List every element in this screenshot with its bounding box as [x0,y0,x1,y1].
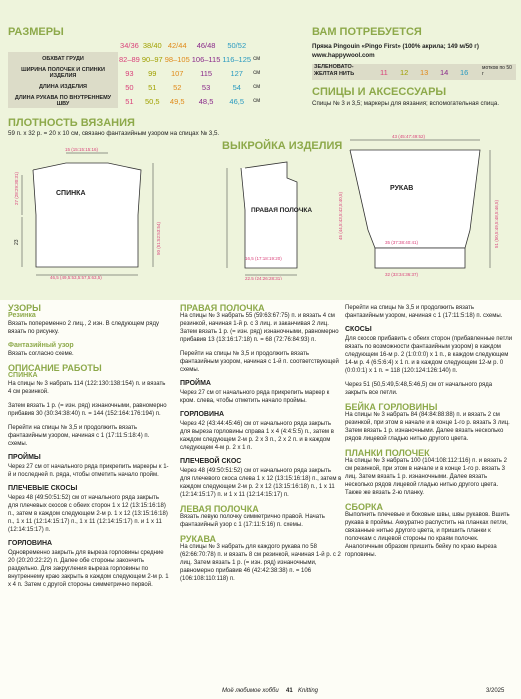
size-value: 93 [125,68,134,78]
sleeve-label: РУКАВ [390,185,414,192]
front-armhole-text: Через 27 см от начального ряда прикрепить маркер к кром. слева, чтобы отметить начало проймы. [180,390,330,404]
back-top-dim: 15 (15:15:15:16) [65,147,99,152]
amount-value: 13 [420,68,429,77]
right-front-p1: На спицы № 3 набрать 55 (59:63:67:75) п. и вязать 4 см резинкой, начиная 1-й р. с 3 лиц. и заканчивая 2 лиц. Затем вязать 1 р. (= изн. ряд) изнаночными, равномерно прибавив 13 (13:16:17:18) п. = 68 (72:76:84:93) п. [180,313,339,343]
column-1 [8,304,170,595]
placket-title: ПЛАНКИ ПОЛОЧЕК [345,448,430,458]
bevel-text-2: Через 51 (50,5:49,5:48,5:46,5) см от начального ряда закрыть все петли. [345,382,493,396]
sizes-table [8,38,261,108]
front-neck-text: Через 42 (43:44:45:46) см от начального ряда закрыть для выреза горловины справа 1 x 4 (4:4:5:5) п., затем в каждом следующем 2-м р. 2 x 3 п., 2 x 2 п. и в каждом следующем 4-м р. 2 x 1 п. [180,421,334,451]
left-front-text: Вязать левую полочку симметрично правой. Начать фантазийный узор с 1 (17:11:5:16) п. схемы. [180,514,325,528]
column-3 [345,304,513,565]
amount-value: 16 [460,68,469,77]
front-shoulder-title: ПЛЕЧЕВОЙ СКОС [180,458,242,465]
footer-brand: Knitting [298,688,319,694]
sizes-title: РАЗМЕРЫ [8,26,64,38]
unit: см [253,98,261,104]
size-value: 53 [201,82,211,92]
materials-title: ВАМ ПОТРЕБУЕТСЯ [312,26,422,38]
work-title: ОПИСАНИЕ РАБОТЫ [8,363,102,373]
unit: см [253,56,261,62]
assembly-title: СБОРКА [345,502,383,512]
unit: см [253,70,261,76]
size-value: 54 [232,82,241,92]
footer-magazine: Моё любимое хобби [222,688,279,694]
column-2 [180,304,342,589]
size-value: 52 [173,82,182,92]
shoulder-title: ПЛЕЧЕВЫЕ СКОСЫ [8,485,78,492]
back-bottom-dim: 46,5 (49,5:53,5:57,5:63,5) [50,275,102,280]
row-label: ШИРИНА ПОЛОЧЕК И СПИНКИ ИЗДЕЛИЯ [8,66,118,80]
placket-text: На спицы № 3 набрать 100 (104:108:112:116) п. и вязать 2 см резинкой, при этом в начале и в конце 1-го р. вязать 3 лиц. Затем вязать 1 р. изнаночными. Далее вязать несколько рядов лицевой гладью нитью другого цвета. Также же вязать 2-ю планку. [345,458,507,496]
back-schematic [8,145,168,280]
front-inner-dim: 16,5 (17:18:19:20) [245,256,282,261]
size-value: 51 [125,96,134,106]
pattern-title: ВЫКРОЙКА ИЗДЕЛИЯ [222,140,343,152]
sleeves-text: На спицы № 3 набрать для каждого рукава по 58 (62:66:70:78) п. и вязать 8 см резинкой, начиная 1-й р. с 2 лиц. Затем вязать 1 р. (= изн. ряд) изнаночными, равномерно прибавив 46 (42:42:38:38) п. = 106 (106:108:110:118) п. [180,544,341,582]
back-height-dim: 23 [14,239,20,245]
size-value: 50,5 [144,96,160,106]
size-header: 38/40 [142,40,162,50]
back-p1: На спицы № 3 набрать 114 (122:130:138:154) п. и вязать 4 см резинкой. [8,381,166,395]
gauge-title: ПЛОТНОСТЬ ВЯЗАНИЯ [8,117,135,129]
neckband-text: На спицы № 3 набрать 84 (84:84:88:88) п. и вязать 2 см резинкой, при этом в начале и в конце 1-го р. вязать 3 лиц. Затем вязать 1 р. изнаночными. Далее вязать несколько рядов лицевой гладью нитью другого цвета. [345,412,510,442]
yarn-text: Пряжа Pingouin «Pingo First» (100% акрила; 149 м/50 г) [312,43,479,50]
tools-title: СПИЦЫ И АКСЕССУАРЫ [312,86,447,98]
sleeve-cont-text: Перейти на спицы № 3,5 и продолжить вязать фантазийным узором, начиная с 1 (17:11:5:18) п. схемы. [345,305,503,319]
armhole-title: ПРОЙМЫ [8,454,41,461]
rib-title: Резинка [8,312,36,319]
rib-text: Вязать попеременно 2 лиц., 2 изн. В следующем ряду вязать по рисунку. [8,321,160,335]
size-value: 46,5 [229,96,245,106]
front-label: ПРАВАЯ ПОЛОЧКА [251,207,313,214]
sleeve-schematic [330,130,505,280]
row-label: ДЛИНА ИЗДЕЛИЯ [8,80,118,94]
front-neck-title: ГОРЛОВИНА [180,411,225,418]
size-value: 90–97 [141,54,163,64]
front-schematic [205,150,320,280]
amount-value: 14 [440,68,449,77]
size-header: 46/48 [196,40,216,50]
sleeve-top-dim: 43 (45:47:49:52) [392,134,426,139]
size-value: 106–115 [191,54,221,64]
size-value: 82–89 [119,54,140,64]
assembly-text: Выполнить плечевые и боковые швы, швы рукавов. Вшить рукава в проймы. Аккуратно распустить на планках петли, связанные нитью другого цвета, и пришить планки к полочкам с лицевой стороны по краям полочек. Аналогичным образом пришить бейку по краю выреза горловины. [345,512,510,558]
front-shoulder-text: Через 48 (49:50:51:52) см от начального ряда закрыть для плечевого скоса слева 1 x 12 (13:15:16:18) п., затем в каждом следующем 2-м р. 2 x 12 (13:15:16:18) п., 1 x 11 (12:14:15:17) п. и 1 x 11 (12:14:15:17) п. [180,468,342,498]
color-label: ЗЕЛЕНОВАТО-ЖЕЛТАЯ НИТЬ [314,64,355,77]
shoulder-text: Через 48 (49:50:51:52) см от начального ряда закрыть для плечевых скосов с обеих сторон 1 x 12 (13:15:16:18) п., затем в каждом следующем 2-м р. 1 x 12 (13:15:16:18) п., 1 x 11 (12:14:15:17) п., 1 x 11 (12:14:15:17) п. и 1 x 11 (12:14:15:17) п. [8,495,168,533]
size-value: 48,5 [198,96,214,106]
issue-number: 3/2025 [486,688,505,694]
size-header: 34/36 [120,40,139,50]
size-value: 49,5 [169,96,185,106]
bevel-text: Для скосов прибавить с обеих сторон (прибавленные петли вязать по возможности фантазийным узором) в каждом следующем 16-м р. 2 (1:0:0:0) x 1 п., в каждом следующем 14-м р. 4 (6:5:6:4) x 1 п. и в каждом следующем 12-м р. 0 (0:0:0:1) x 1 п. = 118 (120:124:126:140) п. [345,336,513,374]
sleeve-cuff-dim: 32 (33:34:36:37) [385,272,419,277]
right-front-title: ПРАВАЯ ПОЛОЧКА [180,303,265,313]
tools-text: Спицы № 3 и 3,5; маркеры для вязания; вспомогательная спица. [312,100,500,107]
fancy-title: Фантазийный узор [8,342,74,349]
gauge-text: 59 п. x 32 р. = 20 x 10 см, связано фантазийным узором на спицах № 3,5. [8,130,220,137]
armhole-text: Через 27 см от начального ряда прикрепить маркеры к 1-й и последней п. ряда, чтобы отметить начало пройм. [8,464,169,478]
sleeve-len-dim: 51 (50,5:49,5:48,5:46,5) [494,199,499,248]
size-header: 50/52 [227,40,247,50]
row-label: ДЛИНА РУКАВА ПО ВНУТРЕННЕМУ ШВУ [8,94,118,108]
size-value: 107 [170,68,184,78]
page-number: 41 [286,688,293,694]
front-width-dim: 22,5 (24:26:28:31) [245,276,282,280]
size-value: 115 [200,68,213,78]
neck-text: Одновременно закрыть для выреза горловины средние 20 (20:20:22:22) п. Далее обе стороны закончить раздельно. Для закругления выреза горловины по внутреннему краю закрыть в каждом следующем 2-м р. 1 x 4 п. Затем с другой стороны симметрично первой. [8,550,169,588]
size-value: 98–105 [164,54,190,64]
neck-title: ГОРЛОВИНА [8,540,53,547]
right-front-p2: Перейти на спицы № 3,5 и продолжить вязать фантазийным узором, начиная с 1-й п. соответствующей схемы. [180,351,339,373]
size-value: 116–125 [222,54,252,64]
back-side-dim: 27 (28:29:30:31) [14,171,19,205]
back-full-dim: 50 (51:52:53:54) [156,221,161,255]
amount-unit: мотков по 50 г [482,65,512,77]
back-p3: Перейти на спицы № 3,5 и продолжить вязать фантазийным узором, начиная с 1 (17:11:5:18:4) п. схемы. [8,425,150,447]
size-header: 42/44 [167,40,187,50]
amount-value: 12 [400,68,409,77]
back-p2: Затем вязать 1 р. (= изн. ряд) изнаночными, равномерно прибавив 30 (30:34:38:40) п. = 144 (152:164:176:194) п. [8,403,167,417]
yarn-site: www.happywool.com [312,52,375,59]
neckband-title: БЕЙКА ГОРЛОВИНЫ [345,402,438,412]
fancy-text: Вязать согласно схеме. [8,351,74,357]
back-title: СПИНКА [8,372,38,379]
size-value: 127 [230,68,243,78]
sleeve-side-dim: 45 (44,5:43,5:42,5:40,5) [338,191,343,240]
sleeves-title: РУКАВА [180,534,217,544]
front-armhole-title: ПРОЙМА [180,380,211,387]
bevel-title: СКОСЫ [345,326,372,333]
size-value: 51 [148,82,157,92]
patterns-title: УЗОРЫ [8,303,41,313]
amount-value: 11 [380,68,388,77]
left-front-title: ЛЕВАЯ ПОЛОЧКА [180,504,259,514]
size-value: 50 [125,82,134,92]
row-label: ОБХВАТ ГРУДИ [8,52,118,66]
back-label: СПИНКА [56,190,86,197]
sleeve-bottom-dim: 35 (37:38:40:41) [385,240,419,245]
unit: см [253,84,261,90]
size-value: 99 [148,68,157,78]
